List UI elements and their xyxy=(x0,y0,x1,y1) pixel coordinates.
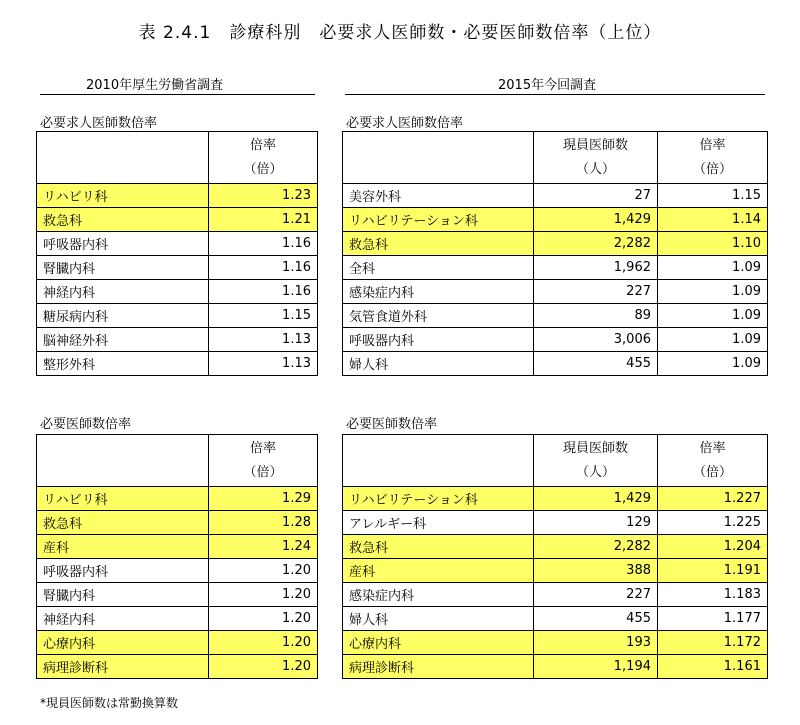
dept-cell: 呼吸器内科 xyxy=(37,559,209,583)
left-bottom-section-title: 必要医師数倍率 xyxy=(40,417,132,432)
right-bottom-table xyxy=(342,434,768,679)
ratio-cell: 1.09 xyxy=(658,280,768,304)
ratio-header: 倍率 xyxy=(249,441,276,456)
count-cell: 227 xyxy=(534,280,658,304)
header-dept-cell xyxy=(37,132,209,184)
ratio-cell: 1.183 xyxy=(658,583,768,607)
dept-cell: リハビリテーション科 xyxy=(343,208,534,232)
dept-cell: 神経内科 xyxy=(37,607,209,631)
ratio-cell: 1.20 xyxy=(209,583,318,607)
table-row xyxy=(37,352,318,376)
dept-cell: 病理診断科 xyxy=(343,655,534,679)
table-row xyxy=(37,280,318,304)
dept-cell: アレルギー科 xyxy=(343,511,534,535)
dept-cell: 全科 xyxy=(343,256,534,280)
ratio-unit: （倍） xyxy=(692,162,732,177)
dept-cell: 感染症内科 xyxy=(343,583,534,607)
table-row xyxy=(343,511,768,535)
dept-cell: 婦人科 xyxy=(343,352,534,376)
dept-cell: 美容外科 xyxy=(343,184,534,208)
table-row xyxy=(343,184,768,208)
ratio-cell: 1.09 xyxy=(658,352,768,376)
dept-cell: 呼吸器内科 xyxy=(343,328,534,352)
ratio-cell: 1.20 xyxy=(209,607,318,631)
table-row xyxy=(343,487,768,511)
count-unit: （人） xyxy=(575,465,615,480)
ratio-unit: （倍） xyxy=(243,162,283,177)
header-ratio-cell xyxy=(658,132,768,184)
ratio-cell: 1.13 xyxy=(209,328,318,352)
table-row xyxy=(343,304,768,328)
ratio-cell: 1.204 xyxy=(658,535,768,559)
header-ratio-cell xyxy=(658,435,768,487)
table-row xyxy=(37,559,318,583)
ratio-cell: 1.177 xyxy=(658,607,768,631)
left-survey-label: 2010年厚生労働省調査 xyxy=(86,78,224,93)
dept-cell: リハビリテーション科 xyxy=(343,487,534,511)
table-row xyxy=(343,232,768,256)
footnote: *現員医師数は常勤換算数 xyxy=(40,696,179,710)
table-row xyxy=(343,559,768,583)
table-row xyxy=(37,655,318,679)
count-cell: 3,006 xyxy=(534,328,658,352)
dept-cell: 救急科 xyxy=(343,232,534,256)
table-row xyxy=(343,280,768,304)
dept-cell: 糖尿病内科 xyxy=(37,304,209,328)
table-row xyxy=(37,583,318,607)
table-row xyxy=(343,352,768,376)
table-header-row xyxy=(37,435,318,487)
left-top-table xyxy=(36,131,318,376)
dept-cell: 呼吸器内科 xyxy=(37,232,209,256)
count-header: 現員医師数 xyxy=(562,138,628,153)
ratio-cell: 1.20 xyxy=(209,559,318,583)
table-row xyxy=(37,607,318,631)
ratio-cell: 1.14 xyxy=(658,208,768,232)
header-dept-cell xyxy=(37,435,209,487)
dept-cell: 救急科 xyxy=(37,511,209,535)
ratio-cell: 1.161 xyxy=(658,655,768,679)
table-row xyxy=(37,487,318,511)
table-row xyxy=(343,655,768,679)
ratio-cell: 1.20 xyxy=(209,655,318,679)
count-cell: 2,282 xyxy=(534,535,658,559)
table-row xyxy=(37,511,318,535)
table-row xyxy=(37,328,318,352)
dept-cell: 救急科 xyxy=(343,535,534,559)
dept-cell: 産科 xyxy=(37,535,209,559)
dept-cell: 心療内科 xyxy=(343,631,534,655)
right-top-table xyxy=(342,131,768,376)
left-survey-underline xyxy=(40,94,315,95)
table-row xyxy=(343,607,768,631)
ratio-cell: 1.16 xyxy=(209,232,318,256)
ratio-cell: 1.23 xyxy=(209,184,318,208)
count-cell: 193 xyxy=(534,631,658,655)
header-count-cell xyxy=(534,132,658,184)
dept-cell: 病理診断科 xyxy=(37,655,209,679)
count-cell: 89 xyxy=(534,304,658,328)
table-row xyxy=(37,184,318,208)
dept-cell: リハビリ科 xyxy=(37,184,209,208)
table-row xyxy=(343,535,768,559)
dept-cell: 気管食道外科 xyxy=(343,304,534,328)
table-row xyxy=(343,583,768,607)
ratio-cell: 1.24 xyxy=(209,535,318,559)
ratio-cell: 1.15 xyxy=(658,184,768,208)
count-cell: 1,962 xyxy=(534,256,658,280)
header-count-cell xyxy=(534,435,658,487)
table-row xyxy=(343,631,768,655)
dept-cell: 神経内科 xyxy=(37,280,209,304)
table-row xyxy=(343,328,768,352)
dept-cell: リハビリ科 xyxy=(37,487,209,511)
ratio-header: 倍率 xyxy=(699,441,726,456)
count-cell: 388 xyxy=(534,559,658,583)
ratio-cell: 1.20 xyxy=(209,631,318,655)
ratio-unit: （倍） xyxy=(243,465,283,480)
right-bottom-section-title: 必要医師数倍率 xyxy=(346,417,438,432)
dept-cell: 心療内科 xyxy=(37,631,209,655)
header-dept-cell xyxy=(343,435,534,487)
ratio-cell: 1.21 xyxy=(209,208,318,232)
dept-cell: 腎臓内科 xyxy=(37,256,209,280)
header-ratio-cell xyxy=(209,132,318,184)
right-survey-underline xyxy=(345,94,765,95)
count-cell: 455 xyxy=(534,352,658,376)
ratio-cell: 1.09 xyxy=(658,328,768,352)
table-row xyxy=(37,208,318,232)
ratio-cell: 1.191 xyxy=(658,559,768,583)
table-row xyxy=(37,304,318,328)
dept-cell: 感染症内科 xyxy=(343,280,534,304)
ratio-cell: 1.16 xyxy=(209,280,318,304)
ratio-cell: 1.28 xyxy=(209,511,318,535)
ratio-cell: 1.172 xyxy=(658,631,768,655)
left-bottom-table xyxy=(36,434,318,679)
right-survey-label: 2015年今回調査 xyxy=(498,78,597,93)
count-cell: 455 xyxy=(534,607,658,631)
count-cell: 1,194 xyxy=(534,655,658,679)
ratio-unit: （倍） xyxy=(692,465,732,480)
dept-cell: 産科 xyxy=(343,559,534,583)
ratio-header: 倍率 xyxy=(249,138,276,153)
count-header: 現員医師数 xyxy=(562,441,628,456)
page-title: 表 2.4.1 診療科別 必要求人医師数・必要医師数倍率（上位） xyxy=(138,23,662,43)
dept-cell: 救急科 xyxy=(37,208,209,232)
ratio-cell: 1.09 xyxy=(658,304,768,328)
ratio-cell: 1.16 xyxy=(209,256,318,280)
count-cell: 1,429 xyxy=(534,208,658,232)
header-dept-cell xyxy=(343,132,534,184)
count-cell: 129 xyxy=(534,511,658,535)
table-row xyxy=(37,535,318,559)
left-top-section-title: 必要求人医師数倍率 xyxy=(40,116,158,131)
table-row xyxy=(37,631,318,655)
ratio-cell: 1.225 xyxy=(658,511,768,535)
count-cell: 27 xyxy=(534,184,658,208)
count-cell: 227 xyxy=(534,583,658,607)
count-unit: （人） xyxy=(575,162,615,177)
dept-cell: 腎臓内科 xyxy=(37,583,209,607)
count-cell: 2,282 xyxy=(534,232,658,256)
dept-cell: 整形外科 xyxy=(37,352,209,376)
table-row xyxy=(37,232,318,256)
ratio-cell: 1.10 xyxy=(658,232,768,256)
ratio-cell: 1.15 xyxy=(209,304,318,328)
table-header-row xyxy=(37,132,318,184)
right-top-section-title: 必要求人医師数倍率 xyxy=(346,116,464,131)
table-row xyxy=(37,256,318,280)
ratio-cell: 1.227 xyxy=(658,487,768,511)
table-header-row xyxy=(343,435,768,487)
table-row xyxy=(343,208,768,232)
count-cell: 1,429 xyxy=(534,487,658,511)
dept-cell: 婦人科 xyxy=(343,607,534,631)
table-row xyxy=(343,256,768,280)
ratio-header: 倍率 xyxy=(699,138,726,153)
ratio-cell: 1.29 xyxy=(209,487,318,511)
header-ratio-cell xyxy=(209,435,318,487)
ratio-cell: 1.09 xyxy=(658,256,768,280)
dept-cell: 脳神経外科 xyxy=(37,328,209,352)
ratio-cell: 1.13 xyxy=(209,352,318,376)
table-header-row xyxy=(343,132,768,184)
